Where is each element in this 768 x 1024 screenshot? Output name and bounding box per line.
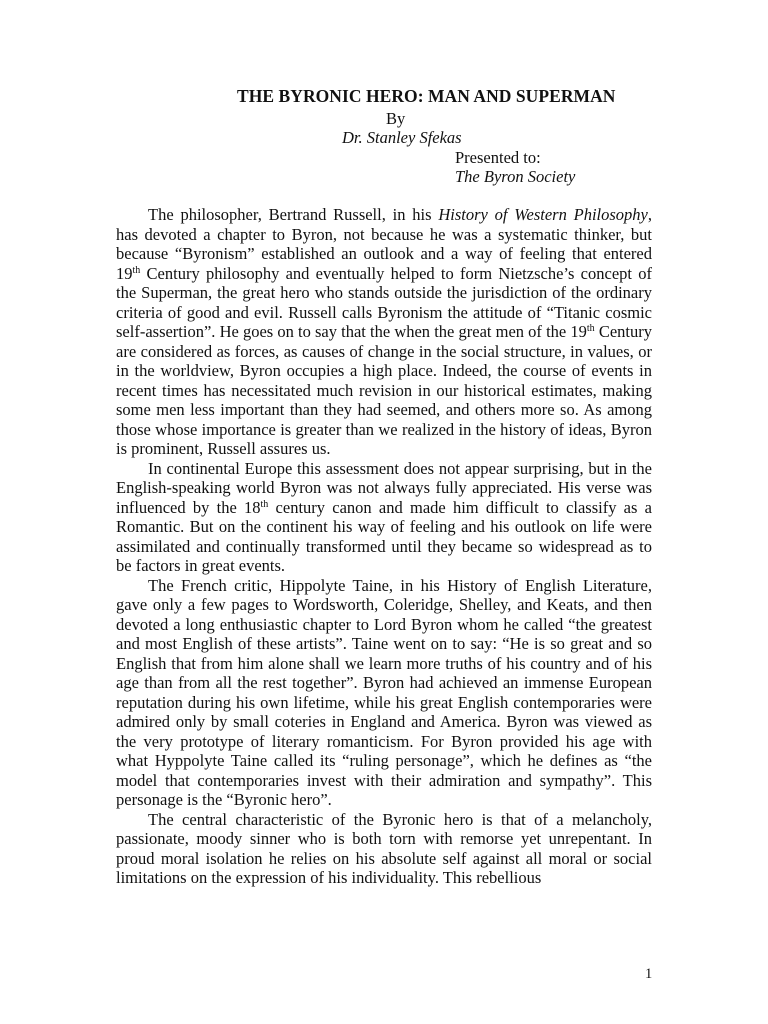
ordinal-superscript: th <box>260 498 269 510</box>
paragraph-2 <box>116 459 652 576</box>
book-title: History of Western Philosophy <box>438 205 648 224</box>
body-text <box>116 205 652 888</box>
paragraph-1-text-c: Century philosophy and eventually helped to form Nietzsche’s concept of the Superman, the great hero who stands outside the jurisdiction of the ordinary criteria of good and evil. Russell calls Byronism the attitude of “Titanic cosmic self-assertion”. He goes on to say that the when the great men of the 19 <box>116 263 652 341</box>
paragraph-4: The central characteristic of the Byronic hero is that of a melancholy, passionate, moody sinner who is both torn with remorse yet unrepentant. In proud moral isolation he relies on his absolute self against all moral or social limitations on the expression of his individuality. This rebellious <box>116 809 652 887</box>
byline-label: By <box>386 109 406 128</box>
paragraph-1-text-b: , has devoted a chapter to Byron, not because he was a systematic thinker, but because “Byronism” established an outlook and a way of feeling that entered 19 <box>116 205 652 283</box>
author-name: Dr. Stanley Sfekas <box>342 128 462 147</box>
paragraph-1-text-a: The philosopher, Bertrand Russell, in his <box>148 205 439 224</box>
organization-name: The Byron Society <box>455 167 576 186</box>
document-title: THE BYRONIC HERO: MAN AND SUPERMAN <box>237 86 616 106</box>
ordinal-superscript: th <box>586 323 595 334</box>
ordinal-superscript: th <box>132 264 141 276</box>
page-number: 1 <box>645 966 653 982</box>
paragraph-1-text-d: Century are considered as forces, as causes of change in the social structure, in values, or in the worldview, Byron occupies a high place. Indeed, the course of events in recent times has necessitated much revision in our historical estimates, making some men less important than they had seemed, and others more so. As among those whose importance is greater than we realized in the history of ideas, Byron is prominent, Russell assures us. <box>116 322 652 458</box>
paragraph-2-text-a: In continental Europe this assessment does not appear surprising, but in the English-speaking world Byron was not always fully appreciated. His verse was influenced by the 18 <box>116 458 652 517</box>
presented-to-label: Presented to: <box>455 148 541 167</box>
paragraph-3: The French critic, Hippolyte Taine, in his History of English Literature, gave only a few pages to Wordsworth, Coleridge, Shelley, and Keats, and then devoted a long enthusiastic chapter to Lord Byron whom he called “the greatest and most English of these artists”. Taine went on to say: “He is so great and so English that from him alone shall we learn more truths of his country and of his age than from all the rest together”. Byron had achieved an immense European reputation during his own lifetime, while his great English contemporaries were admired only by small coteries in England and America. Byron was viewed as the very prototype of literary romanticism. For Byron provided his age with what Hyppolyte Taine called its “ruling personage”, which he defines as “the model that contemporaries invest with their admiration and sympathy”. This personage is the “Byronic hero”. <box>116 575 652 809</box>
paragraph-2-text-b: century canon and made him difficult to classify as a Romantic. But on the continent his way of feeling and his outlook on life were assimilated and continually transformed until they became so widespread as to be factors in great events. <box>116 497 652 575</box>
paragraph-1 <box>116 205 652 459</box>
